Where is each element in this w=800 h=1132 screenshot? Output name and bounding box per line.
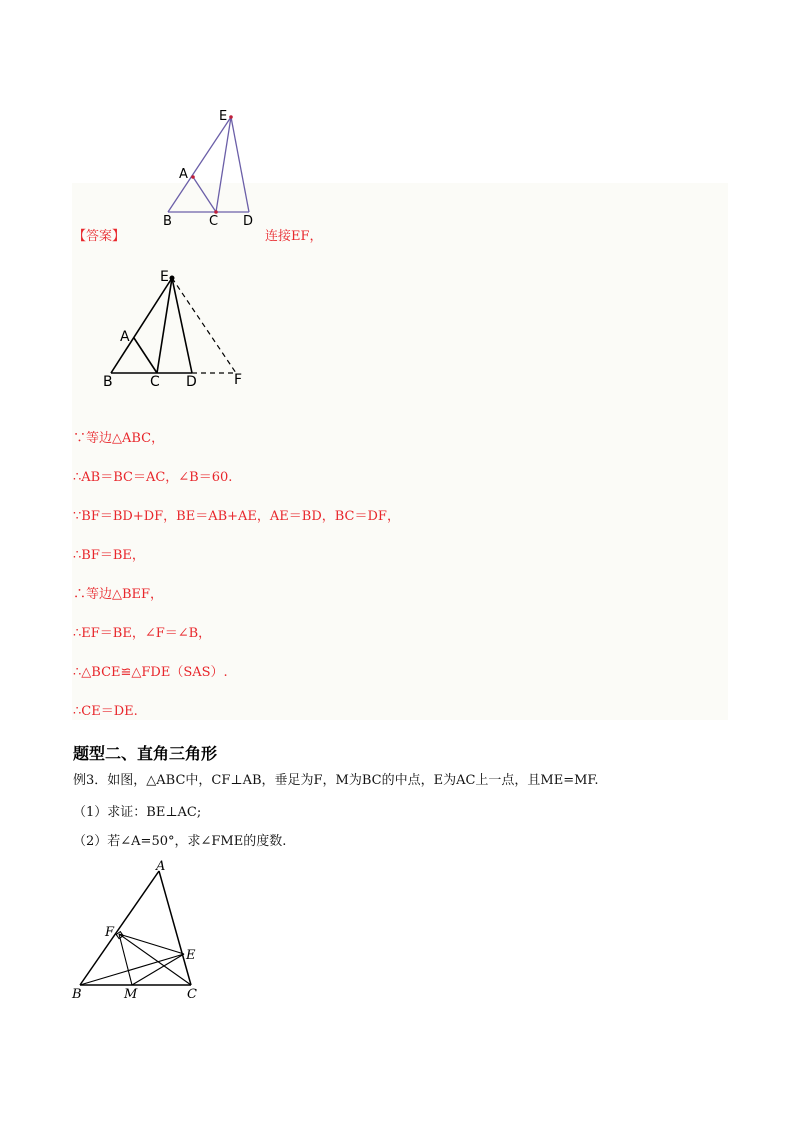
proof-step-6: ∴EF＝BE，∠F＝∠B， [73,626,212,641]
section-title: 题型二、直角三角形 [73,744,218,763]
fig1-label-d: D [243,214,254,229]
fig3-label-a: A [156,859,166,874]
example-statement: 例3．如图，△ABC中，CF⊥AB，垂足为F，M为BC的中点，E为AC上一点，且ME=MF. [73,773,599,788]
fig3-label-m: M [124,987,138,1002]
fig3-label-e: E [186,948,196,963]
proof-step-5: ∴等边△BEF， [73,587,164,602]
fig2-label-d: D [186,374,197,390]
fig3-segment-me [132,954,184,985]
fig1-label-a: A [179,167,188,182]
fig2-label-a: A [120,329,130,345]
fig3-segment-ba [80,871,159,985]
question-2: （2）若∠A=50°，求∠FME的度数. [73,834,287,849]
fig3-segment-fe [119,934,184,954]
fig3-label-c: C [187,987,197,1002]
fig3-segment-ac [159,871,191,985]
fig3-label-f: F [105,925,115,940]
proof-step-1: ∵等边△ABC， [73,431,165,446]
fig2-label-c: C [150,374,160,390]
fig1-label-c: C [209,214,219,229]
fig3-label-b: B [72,987,82,1002]
answer-tag: 【答案】 [73,229,126,244]
question-1: （1）求证：BE⊥AC; [73,805,202,820]
proof-step-3: ∵BF＝BD+DF，BE＝AB+AE，AE＝BD，BC＝DF， [73,509,400,524]
fig2-label-e: E [160,269,169,285]
fig1-label-b: B [163,214,172,229]
proof-step-7: ∴△BCE≌△FDE（SAS）. [73,665,228,680]
answer-intro: 连接EF， [265,229,323,244]
fig2-label-f: F [234,372,243,388]
proof-step-4: ∴BF＝BE， [73,548,145,563]
proof-step-2: ∴AB＝BC＝AC，∠B＝60. [73,470,233,485]
fig2-label-b: B [103,374,113,390]
fig1-label-e: E [219,109,228,124]
proof-step-8: ∴CE＝DE. [73,704,138,719]
